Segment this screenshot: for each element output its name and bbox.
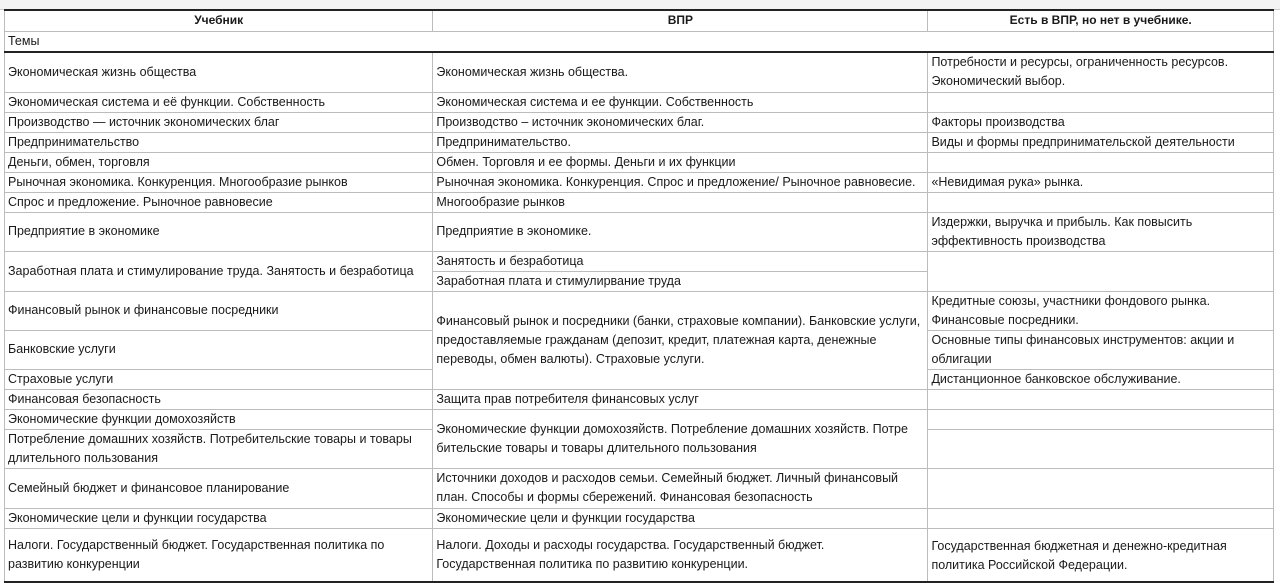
table-row	[5, 291, 1274, 330]
cell-textbook[interactable]: Страховые услуги	[5, 369, 433, 389]
cell-vpr[interactable]	[433, 251, 928, 291]
cell-textbook[interactable]: Финансовая безопасность	[5, 389, 433, 409]
header-row	[5, 10, 1274, 31]
cell-vpr-line: Занятость и безработица	[433, 252, 927, 272]
table-row	[5, 508, 1274, 528]
table-row	[5, 389, 1274, 409]
cell-extra[interactable]: Государственная бюджетная и денежно-кредитная политика Российской Федерации.	[928, 528, 1274, 582]
cell-textbook[interactable]: Экономические функции домохозяйств	[5, 409, 433, 429]
cell-vpr[interactable]: Многообразие рынков	[433, 192, 928, 212]
cell-vpr[interactable]: Экономические цели и функции государства	[433, 508, 928, 528]
header-textbook[interactable]: Учебник	[5, 10, 433, 31]
cell-textbook[interactable]: Спрос и предложение. Рыночное равновесие	[5, 192, 433, 212]
cell-vpr-line: Заработная плата и стимулирвание труда	[436, 273, 681, 288]
table-row	[5, 112, 1274, 132]
cell-vpr[interactable]: Предприятие в экономике.	[433, 212, 928, 251]
cell-extra[interactable]	[928, 389, 1274, 409]
header-extra[interactable]: Есть в ВПР, но нет в учебнике.	[928, 10, 1274, 31]
cell-textbook[interactable]: Экономическая жизнь общества	[5, 52, 433, 92]
cell-vpr[interactable]: Экономическая система и ее функции. Собственность	[433, 92, 928, 112]
table-row	[5, 52, 1274, 92]
cell-vpr[interactable]: Источники доходов и расходов семьи. Семейный бюджет. Личный финансовый план. Способы и формы сбережений. Финансовая безопасность	[433, 468, 928, 508]
cell-vpr[interactable]: Налоги. Доходы и расходы государства. Государственный бюджет. Государственная политика по развитию конкуренции.	[433, 528, 928, 582]
table-row	[5, 132, 1274, 152]
cell-extra[interactable]	[928, 251, 1274, 291]
cell-extra[interactable]	[928, 429, 1274, 468]
table-row	[5, 212, 1274, 251]
cell-extra[interactable]: Факторы производства	[928, 112, 1274, 132]
cell-vpr[interactable]: Защита прав потребителя финансовых услуг	[433, 389, 928, 409]
cell-textbook[interactable]: Финансовый рынок и финансовые посредники	[5, 291, 433, 330]
cell-textbook[interactable]: Экономическая система и её функции. Собственность	[5, 92, 433, 112]
cell-extra[interactable]	[928, 409, 1274, 429]
cell-textbook[interactable]: Предпринимательство	[5, 132, 433, 152]
cell-textbook[interactable]: Потребление домашних хозяйств. Потребительские товары и товары длительного пользования	[5, 429, 433, 468]
cell-extra[interactable]: Виды и формы предпринимательской деятельности	[928, 132, 1274, 152]
cell-vpr[interactable]: Предпринимательство.	[433, 132, 928, 152]
cell-vpr[interactable]: Экономическая жизнь общества.	[433, 52, 928, 92]
comparison-table	[4, 9, 1274, 583]
cell-textbook[interactable]: Налоги. Государственный бюджет. Государственная политика по развитию конкуренции	[5, 528, 433, 582]
cell-extra[interactable]	[928, 508, 1274, 528]
cell-vpr[interactable]: Финансовый рынок и посредники (банки, страховые компании). Банковские услуги, предоставляемые гражданам (депозит, кредит, платежная карта, денежные переводы, обмен валюты). Страховые услуги.	[433, 291, 928, 389]
cell-extra[interactable]	[928, 468, 1274, 508]
cell-extra[interactable]: «Невидимая рука» рынка.	[928, 172, 1274, 192]
cell-textbook[interactable]: Семейный бюджет и финансовое планирование	[5, 468, 433, 508]
header-vpr[interactable]: ВПР	[433, 10, 928, 31]
cell-extra[interactable]: Основные типы финансовых инструментов: акции и облигации	[928, 330, 1274, 369]
cell-textbook[interactable]: Рыночная экономика. Конкуренция. Многообразие рынков	[5, 172, 433, 192]
cell-vpr[interactable]: Производство – источник экономических благ.	[433, 112, 928, 132]
cell-extra[interactable]	[928, 192, 1274, 212]
cell-extra[interactable]	[928, 92, 1274, 112]
cell-textbook[interactable]: Банковские услуги	[5, 330, 433, 369]
table-row	[5, 468, 1274, 508]
cell-vpr[interactable]: Экономические функции домохозяйств. Потребление домашних хозяйств. Потре бительские товары и товары длительного пользования	[433, 409, 928, 468]
table-row	[5, 172, 1274, 192]
cell-extra[interactable]: Потребности и ресурсы, ограниченность ресурсов. Экономический выбор.	[928, 52, 1274, 92]
cell-textbook[interactable]: Заработная плата и стимулирование труда. Занятость и безработица	[5, 251, 433, 291]
cell-vpr[interactable]: Обмен. Торговля и ее формы. Деньги и их функции	[433, 152, 928, 172]
cell-textbook[interactable]: Деньги, обмен, торговля	[5, 152, 433, 172]
table-row	[5, 409, 1274, 429]
cell-vpr[interactable]: Рыночная экономика. Конкуренция. Спрос и предложение/ Рыночное равновесие.	[433, 172, 928, 192]
cell-extra[interactable]	[928, 152, 1274, 172]
table-row	[5, 251, 1274, 291]
section-row	[5, 31, 1274, 52]
cell-extra[interactable]: Кредитные союзы, участники фондового рынка. Финансовые посредники.	[928, 291, 1274, 330]
table-row	[5, 92, 1274, 112]
cell-textbook[interactable]: Предприятие в экономике	[5, 212, 433, 251]
section-title[interactable]: Темы	[5, 31, 1274, 52]
table-row	[5, 528, 1274, 582]
table-row	[5, 152, 1274, 172]
cell-textbook[interactable]: Экономические цели и функции государства	[5, 508, 433, 528]
cell-textbook[interactable]: Производство — источник экономических благ	[5, 112, 433, 132]
table-row	[5, 192, 1274, 212]
cell-extra[interactable]: Дистанционное банковское обслуживание.	[928, 369, 1274, 389]
cell-extra[interactable]: Издержки, выручка и прибыль. Как повысить эффективность производства	[928, 212, 1274, 251]
